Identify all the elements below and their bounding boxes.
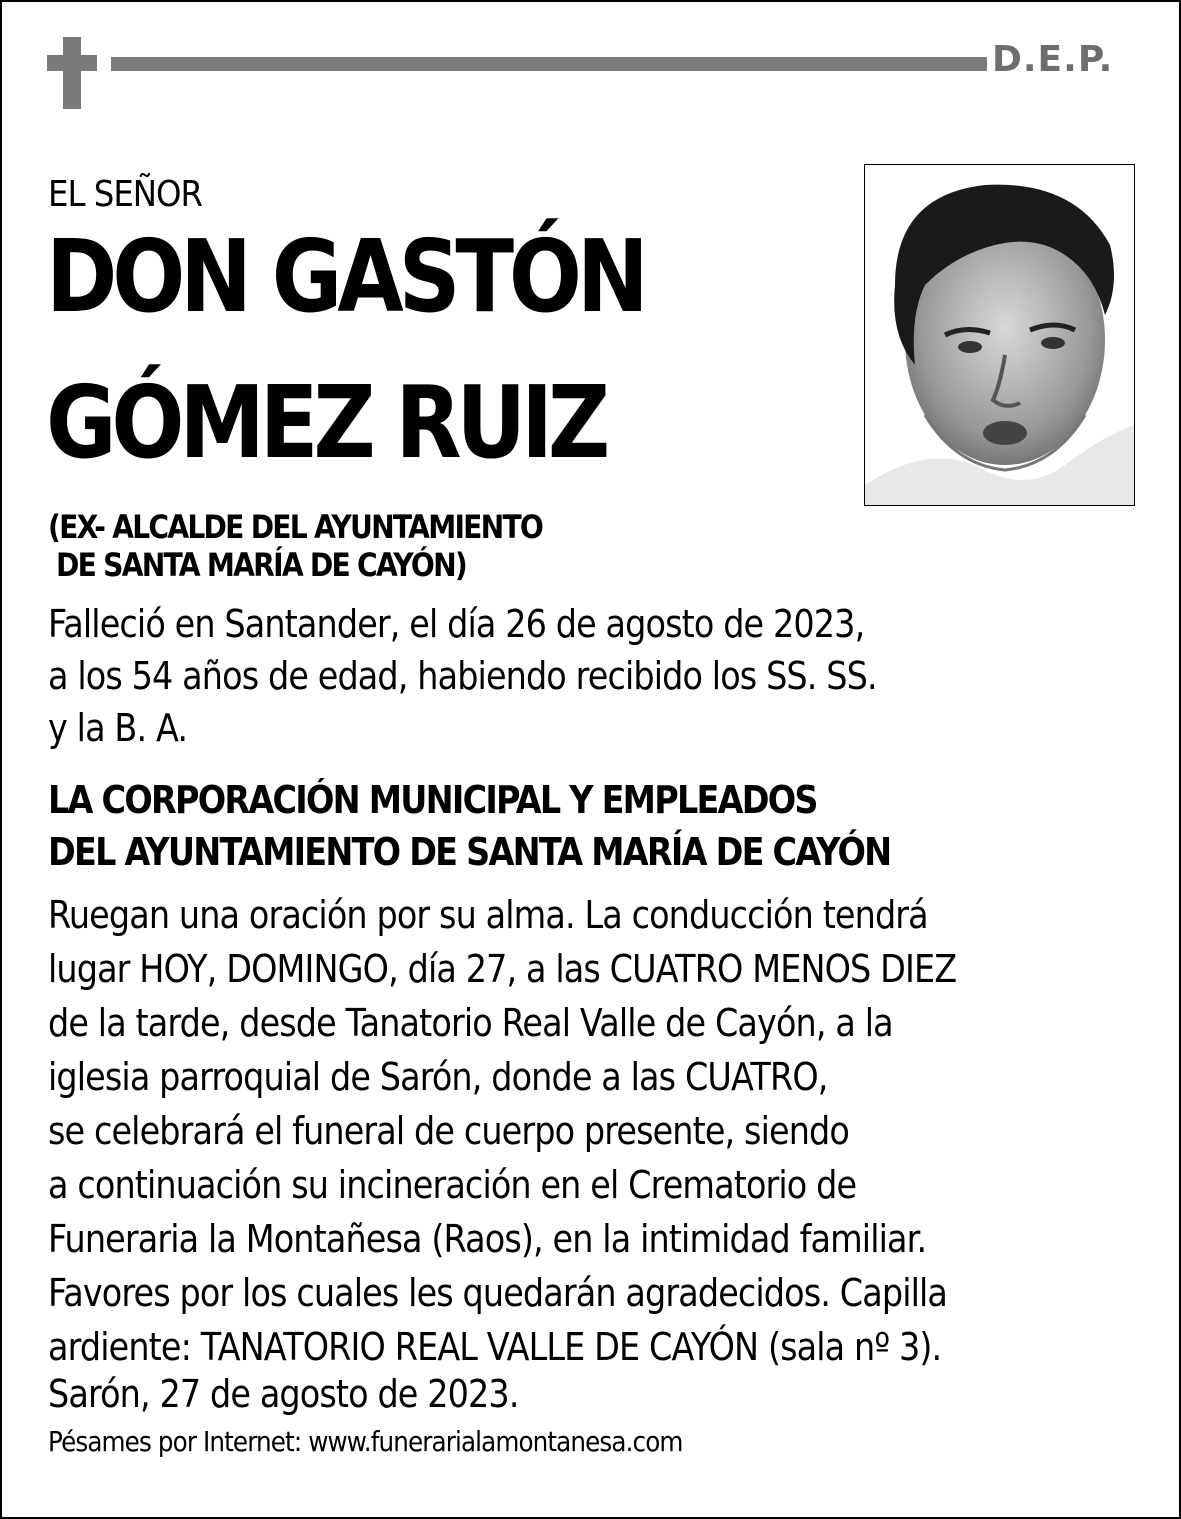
deceased-name-line-2: GÓMEZ RUIZ <box>46 364 606 481</box>
service-details-line: Favores por los cuales les quedarán agradecidos. Capilla <box>48 1271 948 1315</box>
service-details-line: de la tarde, desde Tanatorio Real Valle de Cayón, a la <box>48 1001 893 1045</box>
death-notice-line: y la B. A. <box>48 706 188 750</box>
mourners <box>48 774 890 878</box>
death-notice-line: a los 54 años de edad, habiendo recibido los SS. SS. <box>48 654 877 698</box>
service-details-line: lugar HOY, DOMINGO, día 27, a las CUATRO MENOS DIEZ <box>48 947 957 991</box>
place-date: Sarón, 27 de agosto de 2023. <box>48 1372 519 1416</box>
deceased-name-line-1: DON GASTÓN <box>46 218 644 335</box>
dep-label: D.E.P. <box>992 39 1114 80</box>
service-details-line: iglesia parroquial de Sarón, donde a las CUATRO, <box>48 1055 828 1099</box>
position-title-line-2: DE SANTA MARÍA DE CAYÓN) <box>48 546 466 584</box>
cross-icon-bar <box>47 55 97 71</box>
mourners-line: LA CORPORACIÓN MUNICIPAL Y EMPLEADOS <box>48 778 817 822</box>
mourners-line: DEL AYUNTAMIENTO DE SANTA MARÍA DE CAYÓN <box>48 830 891 874</box>
honorific: EL SEÑOR <box>48 174 203 215</box>
death-notice-line: Falleció en Santander, el día 26 de agosto de 2023, <box>48 602 865 646</box>
service-details-line: Ruegan una oración por su alma. La conducción tendrá <box>48 893 928 937</box>
header-rule <box>111 57 987 71</box>
service-details-line: se celebrará el funeral de cuerpo presente, siendo <box>48 1109 849 1153</box>
cross-icon <box>63 37 81 109</box>
service-details-line: ardiente: TANATORIO REAL VALLE DE CAYÓN (sala nº 3). <box>48 1325 942 1369</box>
service-details-line: Funeraria la Montañesa (Raos), en la intimidad familiar. <box>48 1217 927 1261</box>
service-details <box>48 888 956 1374</box>
condolences-footer: Pésames por Internet: www.funerarialamontanesa.com <box>48 1425 683 1458</box>
service-details-line: a continuación su incineración en el Crematorio de <box>48 1163 857 1207</box>
deceased-portrait <box>864 164 1135 506</box>
position-title-line-1: (EX- ALCALDE DEL AYUNTAMIENTO <box>48 508 543 546</box>
death-notice <box>48 598 877 754</box>
